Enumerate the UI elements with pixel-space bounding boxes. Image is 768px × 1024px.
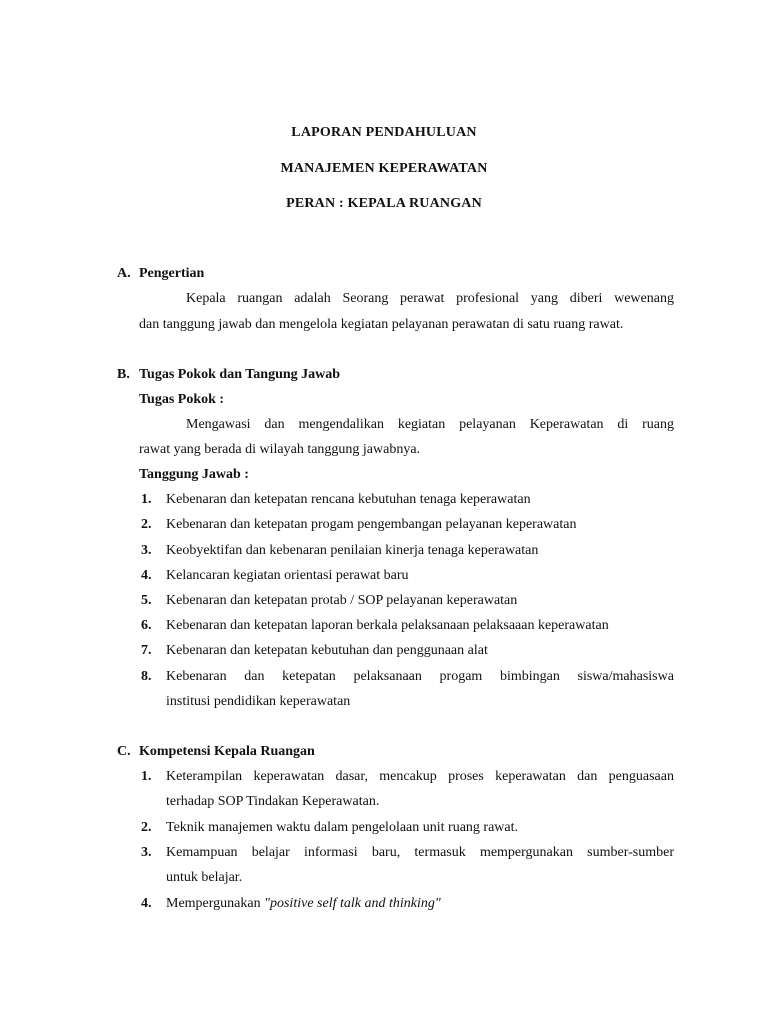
section-a-paragraph-line2: dan tanggung jawab dan mengelola kegiatan pelayanan perawatan di satu ruang rawat. [139, 317, 624, 332]
list-item-text: Teknik manajemen waktu dalam pengelolaan unit ruang rawat. [166, 820, 519, 835]
list-item-text: Kebenaran dan ketepatan protab / SOP pelayanan keperawatan [166, 593, 518, 608]
section-b-letter: B. [117, 367, 130, 382]
list-item-number: 1. [141, 492, 152, 507]
list-item-number: 4. [141, 896, 152, 911]
list-item-text: Kebenaran dan ketepatan rencana kebutuhan tenaga keperawatan [166, 492, 531, 507]
list-item-text: Kebenaran dan ketepatan laporan berkala pelaksanaan pelaksaaan keperawatan [166, 618, 609, 633]
list-item-number: 8. [141, 669, 152, 684]
list-item-number: 7. [141, 643, 152, 658]
doc-title-line2: MANAJEMEN KEPERAWATAN [280, 161, 488, 176]
list-item-text: Keterampilan keperawatan dasar, mencakup proses keperawatan dan penguasaan [166, 769, 674, 784]
section-a-heading: Pengertian [139, 266, 205, 281]
list-item-number: 5. [141, 593, 152, 608]
list-item-text-continued: terhadap SOP Tindakan Keperawatan. [166, 794, 380, 809]
section-c-heading: Kompetensi Kepala Ruangan [139, 744, 315, 759]
list-item-number: 2. [141, 517, 152, 532]
list-item-text: Kebenaran dan ketepatan kebutuhan dan penggunaan alat [166, 643, 488, 658]
list-item-text: Keobyektifan dan kebenaran penilaian kinerja tenaga keperawatan [166, 543, 539, 558]
doc-title-line3: PERAN : KEPALA RUANGAN [286, 196, 482, 211]
list-item-text: Kebenaran dan ketepatan pelaksanaan progam bimbingan siswa/mahasiswa [166, 669, 674, 684]
tugas-pokok-paragraph-line2: rawat yang berada di wilayah tanggung jawabnya. [139, 442, 421, 457]
list-item-number: 6. [141, 618, 152, 633]
list-item-number: 2. [141, 820, 152, 835]
list-item-text: Kelancaran kegiatan orientasi perawat baru [166, 568, 409, 583]
tugas-pokok-subheading: Tugas Pokok : [139, 392, 225, 407]
list-item-text [166, 896, 441, 912]
section-a-letter: A. [117, 266, 131, 281]
doc-title-line1: LAPORAN PENDAHULUAN [291, 125, 477, 140]
list-item-number: 3. [141, 845, 152, 860]
list-item-text: Kebenaran dan ketepatan progam pengembangan pelayanan keperawatan [166, 517, 577, 532]
list-item-text-continued: institusi pendidikan keperawatan [166, 694, 351, 709]
section-b-heading: Tugas Pokok dan Tangung Jawab [139, 367, 341, 382]
tugas-pokok-paragraph-line1: Mengawasi dan mengendalikan kegiatan pelayanan Keperawatan di ruang [186, 417, 674, 432]
list-item-text-italic: "positive self talk and thinking" [264, 896, 441, 911]
section-c-letter: C. [117, 744, 131, 759]
section-a-paragraph-line1: Kepala ruangan adalah Seorang perawat profesional yang diberi wewenang [186, 291, 674, 306]
list-item-text: Kemampuan belajar informasi baru, termasuk mempergunakan sumber-sumber [166, 845, 674, 860]
list-item-text-continued: untuk belajar. [166, 870, 243, 885]
list-item-number: 3. [141, 543, 152, 558]
tanggung-jawab-subheading: Tanggung Jawab : [139, 467, 249, 482]
list-item-number: 1. [141, 769, 152, 784]
list-item-text-plain: Mempergunakan [166, 896, 265, 911]
list-item-number: 4. [141, 568, 152, 583]
